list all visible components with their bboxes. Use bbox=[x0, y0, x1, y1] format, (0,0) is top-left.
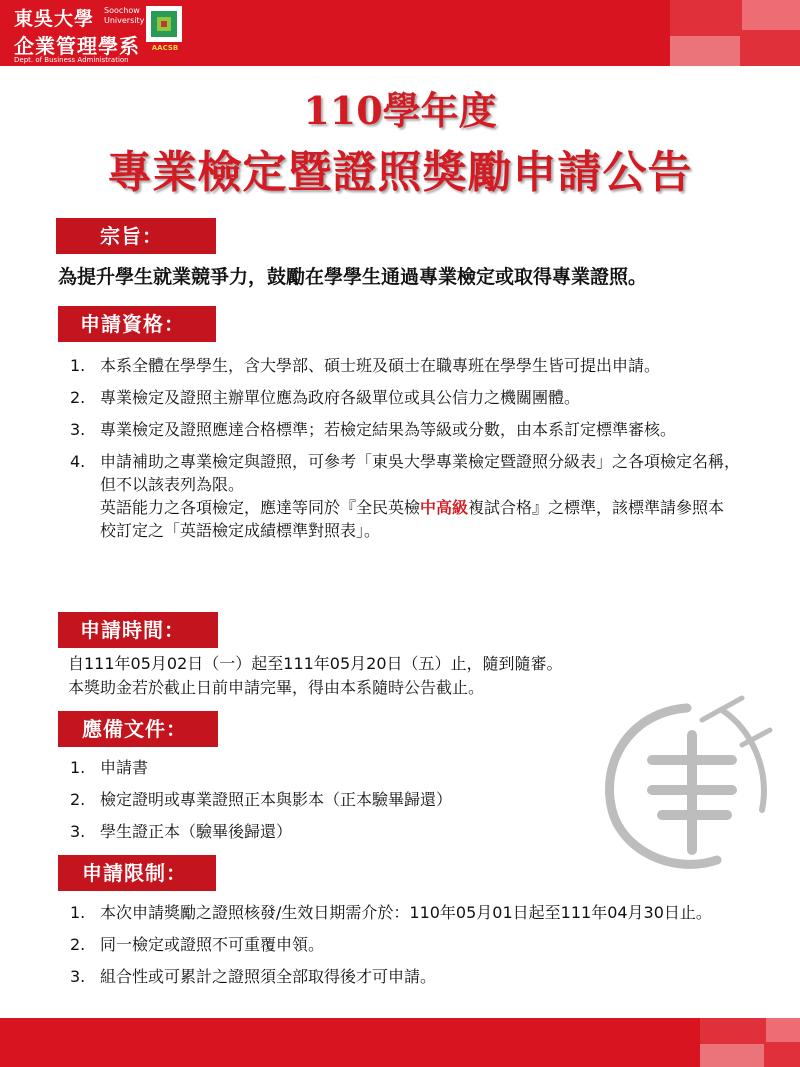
header-decor-block bbox=[670, 36, 740, 66]
header-decor-block bbox=[742, 0, 800, 30]
highlight-level: 中高級 bbox=[420, 498, 469, 517]
list-item: 2. 同一檢定或證照不可重覆申領。 bbox=[70, 935, 325, 954]
aacsb-mark-icon bbox=[146, 6, 182, 42]
list-item: 1. 申請書 bbox=[70, 758, 149, 777]
eligibility-list bbox=[70, 354, 741, 551]
list-item: 4. 申請補助之專業檢定與證照，可參考「東吳大學專業檢定暨證照分級表」之各項檢定名稱，但不以該表列為限。 英語能力之各項檢定，應達等同於『全民英檢中高級複試合格』之標準，該標準請參照本校訂定之「英語檢定成績標準對照表」。 bbox=[70, 452, 741, 540]
footer-banner bbox=[0, 1018, 800, 1067]
list-item: 2. 檢定證明或專業證照正本與影本（正本驗畢歸還） bbox=[70, 790, 453, 809]
section-heading-documents: 應備文件： bbox=[58, 711, 218, 747]
section-heading-eligibility: 申請資格： bbox=[58, 306, 216, 342]
header-banner bbox=[0, 0, 800, 66]
footer-decor-block bbox=[766, 1018, 800, 1042]
aacsb-label: AACSB bbox=[151, 44, 179, 52]
list-item: 1. 本系全體在學學生，含大學部、碩士班及碩士在職專班在學學生皆可提出申請。 bbox=[70, 356, 661, 375]
section-heading-restrictions: 申請限制： bbox=[58, 855, 216, 891]
list-item: 3. 專業檢定及證照應達合格標準；若檢定結果為等級或分數，由本系訂定標準審核。 bbox=[70, 420, 677, 439]
school-name-en: Soochow University bbox=[104, 6, 145, 25]
footer-decor-block bbox=[700, 1044, 764, 1067]
announcement-year: 110學年度 bbox=[303, 88, 497, 133]
aacsb-logo bbox=[146, 6, 184, 58]
purpose-text: 為提升學生就業競爭力，鼓勵在學學生通過專業檢定或取得專業證照。 bbox=[58, 266, 648, 288]
section-heading-period: 申請時間： bbox=[58, 612, 218, 648]
list-item: 3. 學生證正本（驗畢後歸還） bbox=[70, 822, 293, 841]
restrictions-list bbox=[70, 901, 750, 997]
list-item: 1. 本次申請獎勵之證照核發/生效日期需介於：110年05月01日起至111年04月30日止。 bbox=[70, 903, 712, 922]
announcement-title: 專業檢定暨證照獎勵申請公告 bbox=[107, 147, 693, 198]
list-item: 2. 專業檢定及證照主辦單位應為政府各級單位或具公信力之機關團體。 bbox=[70, 388, 581, 407]
period-note: 本獎助金若於截止日前申請完畢，得由本系隨時公告截止。 bbox=[68, 678, 485, 697]
period-dates: 自111年05月02日（一）起至111年05月20日（五）止，隨到隨審。 bbox=[68, 654, 563, 673]
school-name-zh: 東吳大學 bbox=[14, 8, 95, 30]
department-name-en: Dept. of Business Administration bbox=[14, 56, 129, 64]
section-heading-purpose: 宗旨： bbox=[56, 218, 216, 254]
department-name-zh: 企業管理學系 bbox=[14, 34, 140, 58]
decorative-ink-seal-icon bbox=[592, 690, 782, 880]
list-item: 3. 組合性或可累計之證照須全部取得後才可申請。 bbox=[70, 967, 437, 986]
documents-list bbox=[70, 756, 670, 852]
